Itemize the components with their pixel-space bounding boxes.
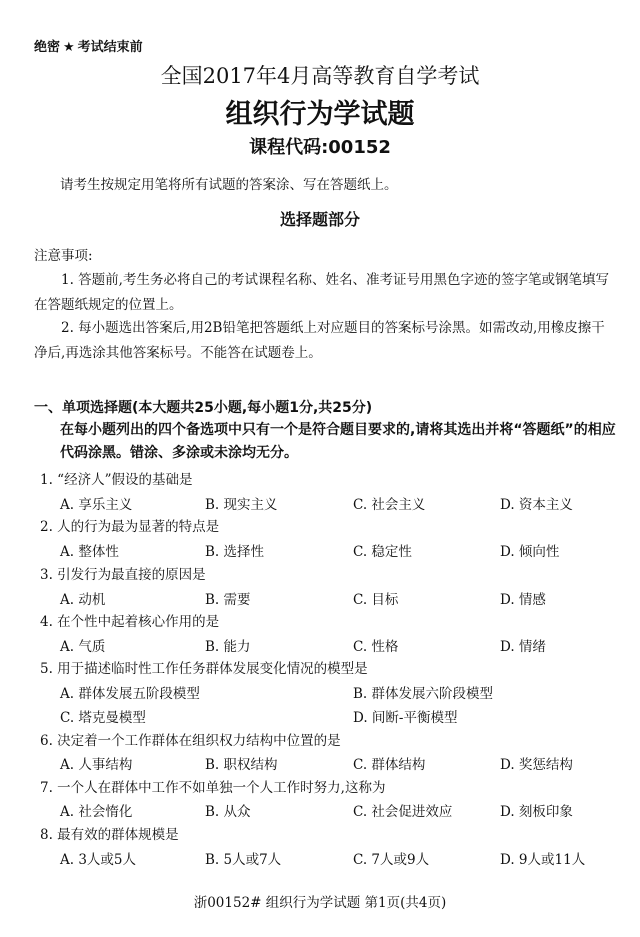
question-stem: 6. 决定着一个工作群体在组织权力结构中位置的是 bbox=[40, 733, 341, 749]
instruction: 请考生按规定用笔将所有试题的答案涂、写在答题纸上。 bbox=[60, 177, 398, 193]
option-a: A. 整体性 bbox=[60, 544, 119, 560]
option-b: B. 群体发展六阶段模型 bbox=[353, 686, 494, 702]
question-stem: 2. 人的行为最为显著的特点是 bbox=[40, 519, 220, 535]
option-b: B. 能力 bbox=[205, 639, 251, 655]
page-footer: 浙00152# 组织行为学试题 第1页(共4页) bbox=[193, 895, 447, 911]
option-c: C. 群体结构 bbox=[353, 757, 426, 773]
section-title: 选择题部分 bbox=[279, 210, 360, 229]
option-c: C. 目标 bbox=[353, 592, 399, 608]
subject-title: 组织行为学试题 bbox=[225, 99, 415, 130]
secret-note: 考试结束前 bbox=[77, 40, 143, 55]
option-a: A. 社会惰化 bbox=[60, 804, 133, 820]
option-d: D. 情感 bbox=[500, 592, 546, 608]
notes-title: 注意事项: bbox=[34, 248, 93, 264]
option-d: D. 倾向性 bbox=[500, 544, 560, 560]
option-b: B. 5人或7人 bbox=[205, 852, 282, 868]
question-stem: 5. 用于描述临时性工作任务群体发展变化情况的模型是 bbox=[40, 661, 368, 677]
option-b: B. 职权结构 bbox=[205, 757, 278, 773]
option-c: C. 塔克曼模型 bbox=[60, 710, 146, 726]
option-a: A. 享乐主义 bbox=[60, 497, 133, 513]
part-title: 一、单项选择题(本大题共25小题,每小题1分,共25分) bbox=[34, 400, 373, 416]
question-stem: 4. 在个性中起着核心作用的是 bbox=[40, 614, 220, 630]
option-c: C. 稳定性 bbox=[353, 544, 412, 560]
option-d: D. 9人或11人 bbox=[500, 852, 586, 868]
option-d: D. 间断-平衡模型 bbox=[353, 710, 458, 726]
option-d: D. 资本主义 bbox=[500, 497, 573, 513]
option-a: A. 人事结构 bbox=[60, 757, 133, 773]
note-item: 2. 每小题选出答案后,用2B铅笔把答题纸上对应题目的答案标号涂黑。如需改动,用橡皮擦干净后,再选涂其他答案标号。不能答在试题卷上。 bbox=[34, 320, 605, 361]
option-c: C. 7人或9人 bbox=[353, 852, 430, 868]
option-a: A. 气质 bbox=[60, 639, 106, 655]
option-d: D. 刻板印象 bbox=[500, 804, 573, 820]
question-stem: 7. 一个人在群体中工作不如单独一个人工作时努力,这称为 bbox=[40, 780, 386, 796]
option-b: B. 需要 bbox=[205, 592, 251, 608]
option-d: D. 情绪 bbox=[500, 639, 546, 655]
exam-title: 全国2017年4月高等教育自学考试 bbox=[160, 64, 480, 88]
question-stem: 1. “经济人”假设的基础是 bbox=[40, 472, 193, 488]
question-stem: 3. 引发行为最直接的原因是 bbox=[40, 567, 206, 583]
secret-label bbox=[34, 36, 143, 55]
part-description: 在每小题列出的四个备选项中只有一个是符合题目要求的,请将其选出并将“答题纸”的相应代码涂黑。错涂、多涂或未涂均无分。 bbox=[60, 422, 616, 461]
option-c: C. 社会主义 bbox=[353, 497, 426, 513]
secret-text: 绝密 bbox=[34, 40, 61, 55]
option-c: C. 性格 bbox=[353, 639, 399, 655]
course-code: 课程代码:00152 bbox=[249, 137, 391, 158]
option-a: A. 群体发展五阶段模型 bbox=[60, 686, 200, 702]
option-a: A. 3人或5人 bbox=[60, 852, 137, 868]
option-d: D. 奖惩结构 bbox=[500, 757, 573, 773]
option-b: B. 从众 bbox=[205, 804, 251, 820]
option-b: B. 选择性 bbox=[205, 544, 265, 560]
option-c: C. 社会促进效应 bbox=[353, 804, 453, 820]
option-a: A. 动机 bbox=[60, 592, 106, 608]
note-item: 1. 答题前,考生务必将自己的考试课程名称、姓名、准考证号用黑色字迹的签字笔或钢笔填写在答题纸规定的位置上。 bbox=[34, 272, 609, 313]
question-stem: 8. 最有效的群体规模是 bbox=[40, 827, 179, 843]
star-icon: ★ bbox=[63, 40, 75, 55]
option-b: B. 现实主义 bbox=[205, 497, 278, 513]
